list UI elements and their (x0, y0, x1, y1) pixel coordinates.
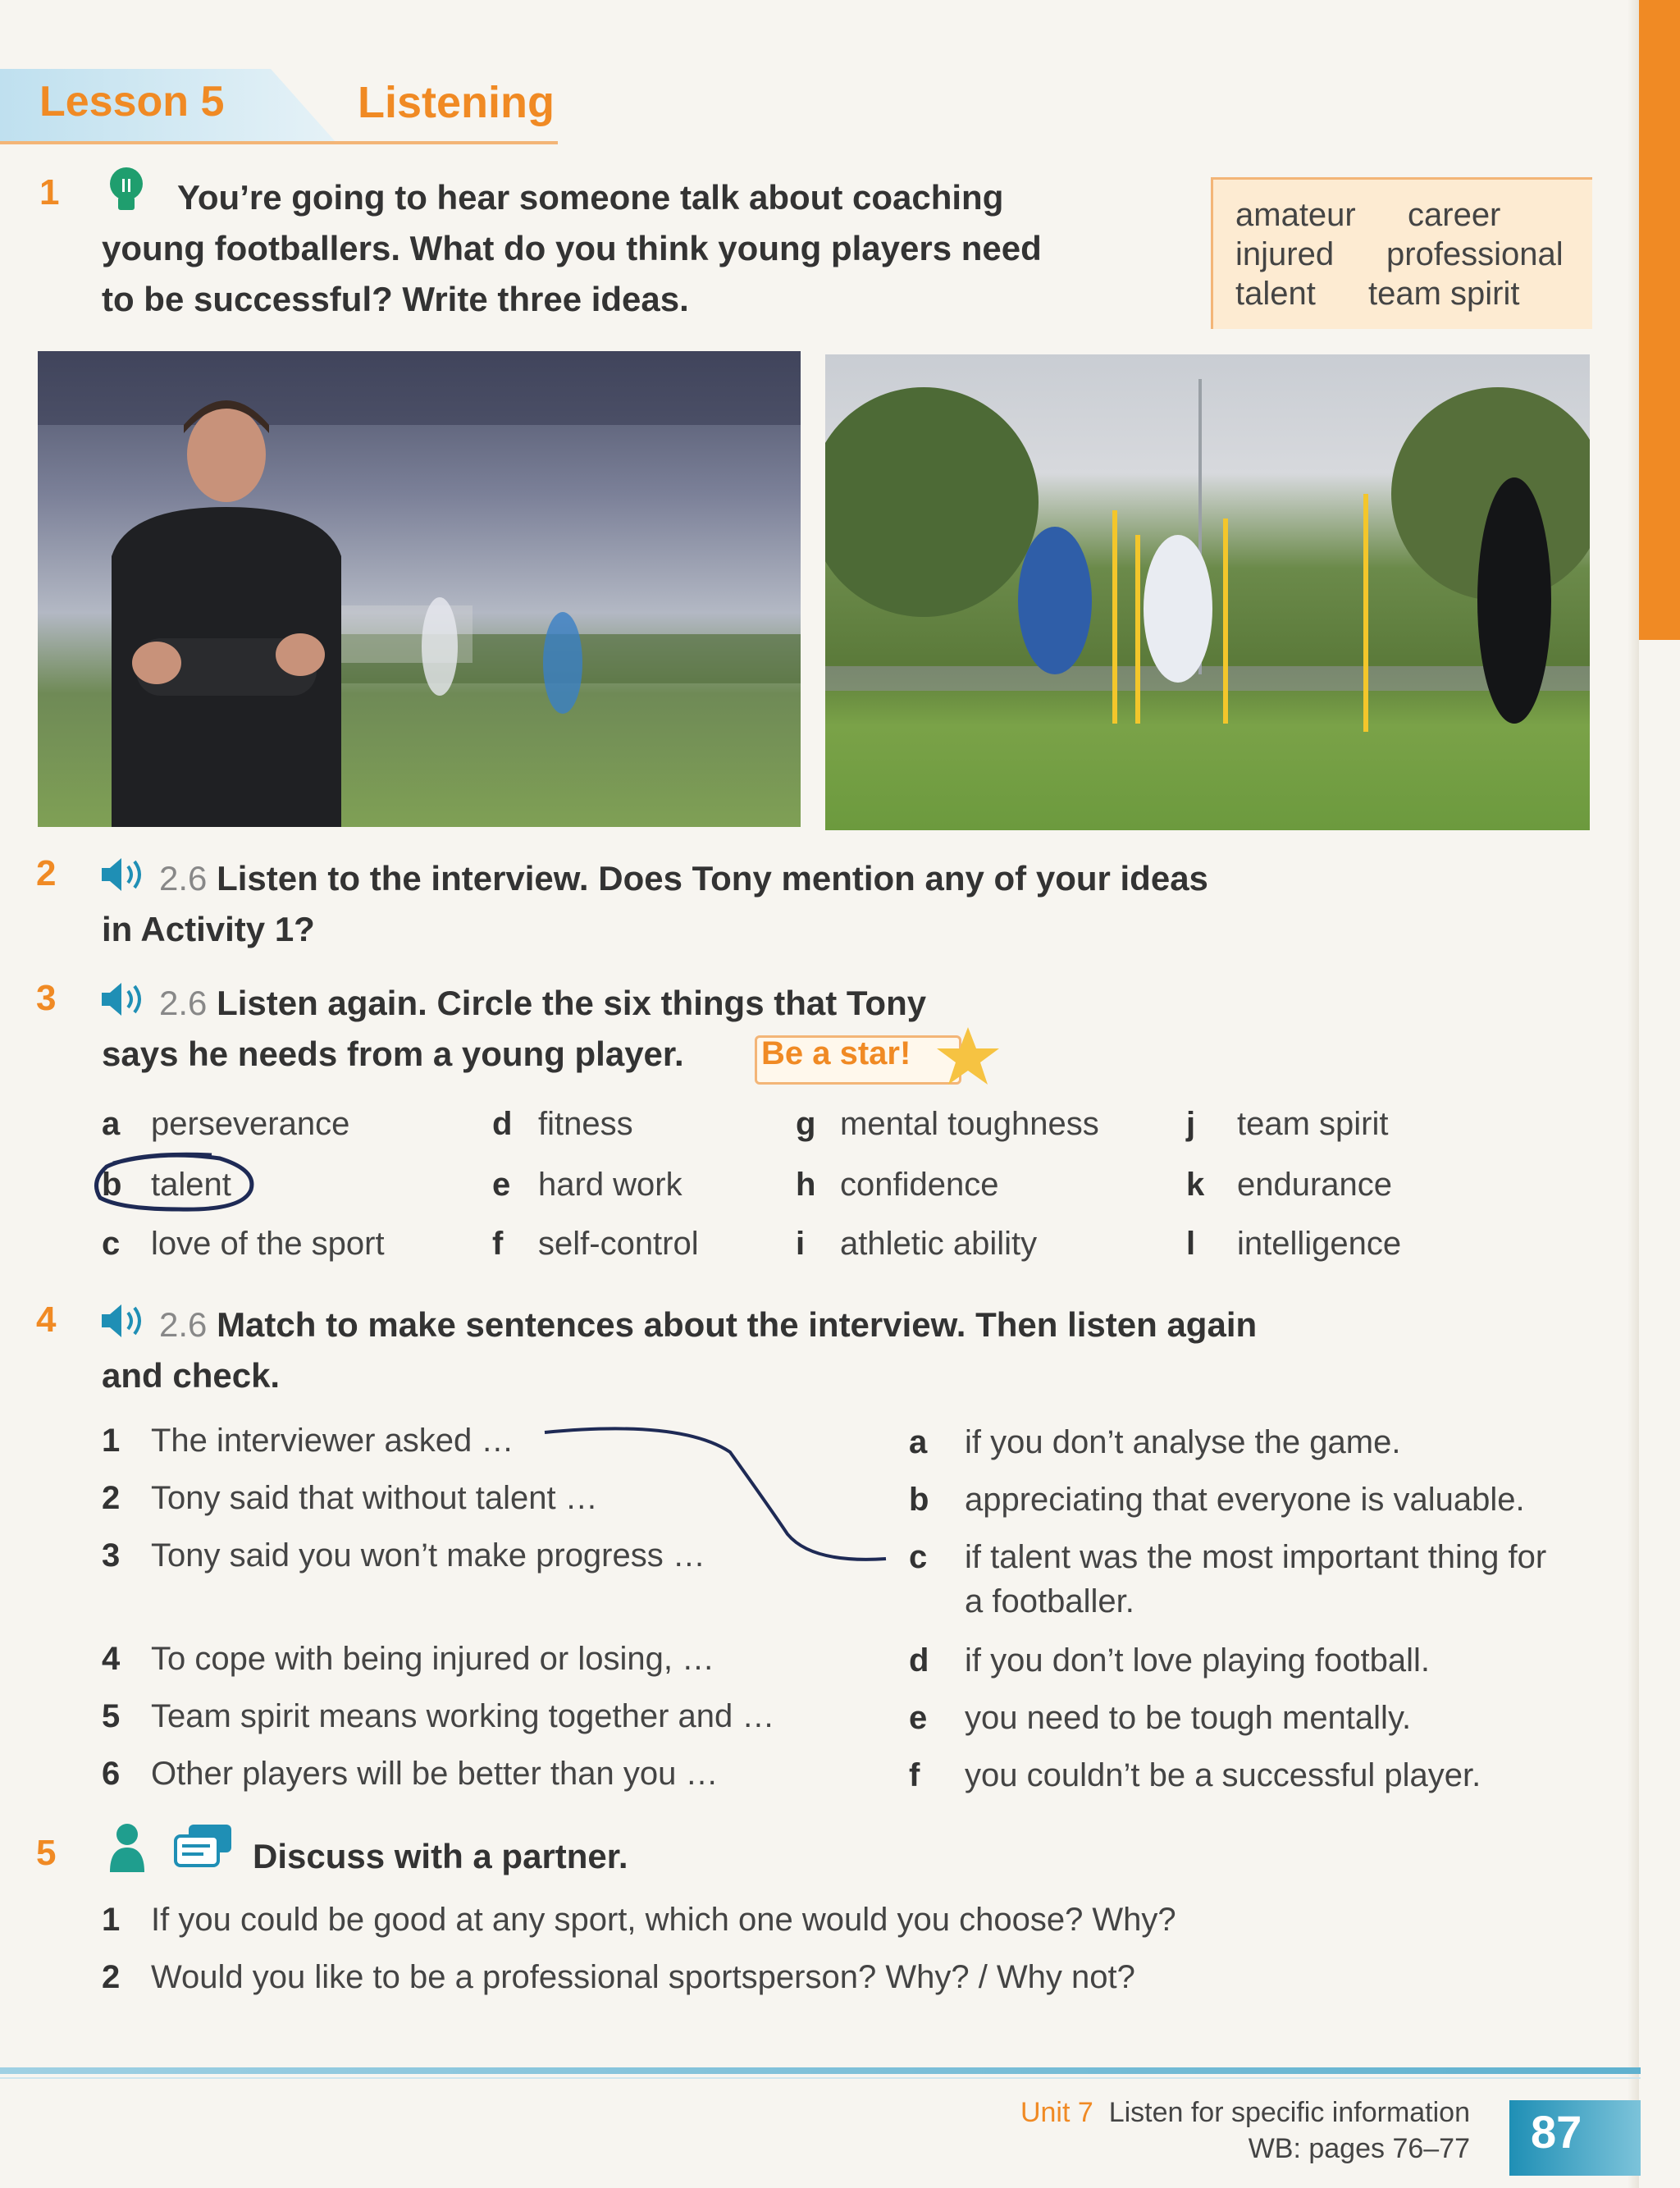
activity-3-line-1 (159, 978, 926, 1029)
footer-unit: Unit 7 (1020, 2097, 1093, 2128)
left-item-text[interactable]: To cope with being injured or losing, … (151, 1641, 715, 1677)
right-item-letter: f (909, 1757, 920, 1793)
option-text[interactable]: mental toughness (840, 1106, 1099, 1142)
activity-3-line-2: says he needs from a young player. (102, 1035, 684, 1073)
option-letter: h (796, 1167, 816, 1203)
option-text[interactable]: fitness (538, 1106, 633, 1142)
option-letter: a (102, 1106, 121, 1142)
page-edge-shadow (1628, 0, 1639, 2188)
right-item-text[interactable]: if you don’t analyse the game. (965, 1424, 1401, 1460)
be-a-star-label: Be a star! (761, 1035, 911, 1071)
word-box-item: professional (1386, 236, 1564, 272)
activity-3-text: Listen again. Circle the six things that Tony (217, 984, 927, 1022)
option-letter: i (796, 1226, 806, 1262)
question-text: Would you like to be a professional sportsperson? Why? / Why not? (151, 1959, 1135, 1995)
activity-1-number: 1 (39, 172, 60, 212)
activity-4-line-2: and check. (102, 1356, 281, 1395)
left-item-text[interactable]: Other players will be better than you … (151, 1756, 719, 1792)
word-box-item: amateur (1235, 197, 1356, 233)
option-text[interactable]: team spirit (1237, 1106, 1389, 1142)
question-text: If you could be good at any sport, which one would you choose? Why? (151, 1902, 1176, 1938)
left-item-number: 6 (102, 1756, 121, 1792)
option-text[interactable]: hard work (538, 1167, 682, 1203)
word-box-item: talent (1235, 276, 1316, 312)
question-number: 1 (102, 1902, 121, 1938)
right-item-text[interactable]: if you don’t love playing football. (965, 1642, 1431, 1679)
activity-1-line-1: You’re going to hear someone talk about coaching (177, 178, 1004, 217)
page-number: 87 (1531, 2106, 1582, 2158)
activity-4-line-1 (159, 1300, 1257, 1350)
option-text[interactable]: talent (151, 1167, 231, 1203)
left-item-text[interactable]: Team spirit means working together and … (151, 1698, 775, 1734)
activity-2-line-2: in Activity 1? (102, 910, 315, 948)
option-text[interactable]: love of the sport (151, 1226, 385, 1262)
left-item-number: 1 (102, 1423, 121, 1459)
option-text[interactable]: athletic ability (840, 1226, 1038, 1262)
handwritten-match-line (541, 1419, 894, 1567)
right-item-text[interactable]: if talent was the most important thing for (965, 1539, 1547, 1575)
right-item-text-cont: a footballer. (965, 1583, 1134, 1619)
option-letter: l (1186, 1226, 1196, 1262)
option-letter: k (1186, 1167, 1205, 1203)
right-item-text[interactable]: you need to be tough mentally. (965, 1700, 1412, 1736)
activity-4-text: Match to make sentences about the interview. Then listen again (217, 1305, 1258, 1344)
option-letter: e (492, 1167, 511, 1203)
audio-speaker-icon[interactable] (98, 855, 154, 894)
right-item-letter: a (909, 1424, 928, 1460)
option-text[interactable]: self-control (538, 1226, 699, 1262)
left-item-number: 5 (102, 1698, 121, 1734)
option-letter: j (1186, 1106, 1196, 1142)
activity-4-number: 4 (36, 1300, 57, 1340)
lesson-title: Listening (358, 78, 555, 127)
speech-bubbles-icon (174, 1823, 235, 1872)
option-letter: f (492, 1226, 504, 1262)
activity-2-number: 2 (36, 853, 57, 893)
audio-speaker-icon[interactable] (98, 980, 154, 1019)
word-box-item: career (1408, 197, 1501, 233)
left-item-number: 2 (102, 1480, 121, 1516)
word-box-item: team spirit (1368, 276, 1520, 312)
activity-5-title: Discuss with a partner. (253, 1837, 628, 1875)
footer-rule (0, 2067, 1641, 2074)
lesson-label: Lesson 5 (39, 78, 225, 126)
left-item-text[interactable]: Tony said that without talent … (151, 1480, 598, 1516)
activity-2-text: Listen to the interview. Does Tony mention any of your ideas (217, 859, 1208, 898)
option-text[interactable]: confidence (840, 1167, 999, 1203)
activity-3-number: 3 (36, 978, 57, 1018)
left-item-number: 3 (102, 1537, 121, 1574)
option-text[interactable]: intelligence (1237, 1226, 1402, 1262)
activity-2-line-1 (159, 853, 1208, 904)
footer-workbook-pages: WB: pages 76–77 (1248, 2133, 1470, 2164)
question-number: 2 (102, 1959, 121, 1995)
right-item-letter: e (909, 1700, 928, 1736)
coach-portrait-photo (38, 351, 801, 827)
coach-photo-illustration (38, 351, 801, 827)
option-letter: b (102, 1167, 122, 1203)
lightbulb-icon (107, 166, 146, 215)
track-number: 2.6 (159, 859, 208, 898)
track-number: 2.6 (159, 984, 208, 1022)
header-underline (0, 141, 558, 144)
track-number: 2.6 (159, 1305, 208, 1344)
right-item-text[interactable]: appreciating that everyone is valuable. (965, 1482, 1525, 1518)
word-box-item: injured (1235, 236, 1335, 272)
handwritten-circle (89, 1145, 261, 1219)
option-letter: c (102, 1226, 121, 1262)
option-letter: d (492, 1106, 513, 1142)
option-letter: g (796, 1106, 816, 1142)
footer-unit-line (1020, 2097, 1470, 2129)
option-text[interactable]: endurance (1237, 1167, 1393, 1203)
activity-1-line-3: to be successful? Write three ideas. (102, 280, 689, 318)
right-item-letter: d (909, 1642, 929, 1679)
right-item-letter: c (909, 1539, 928, 1575)
audio-speaker-icon[interactable] (98, 1301, 154, 1341)
footer-rule-thin (0, 2077, 1641, 2079)
orange-page-tab (1639, 0, 1680, 640)
option-text[interactable]: perseverance (151, 1106, 350, 1142)
training-drill-photo (825, 354, 1590, 830)
left-item-text[interactable]: Tony said you won’t make progress … (151, 1537, 705, 1574)
footer-topic: Listen for specific information (1108, 2097, 1470, 2128)
training-photo-illustration (825, 354, 1590, 830)
activity-5-number: 5 (36, 1833, 57, 1873)
activity-1-line-2: young footballers. What do you think young players need (102, 229, 1042, 267)
right-item-letter: b (909, 1482, 929, 1518)
left-item-text[interactable]: The interviewer asked … (151, 1423, 514, 1459)
right-item-text[interactable]: you couldn’t be a successful player. (965, 1757, 1481, 1793)
person-icon (107, 1821, 148, 1874)
left-item-number: 4 (102, 1641, 121, 1677)
star-icon (935, 1025, 1001, 1088)
